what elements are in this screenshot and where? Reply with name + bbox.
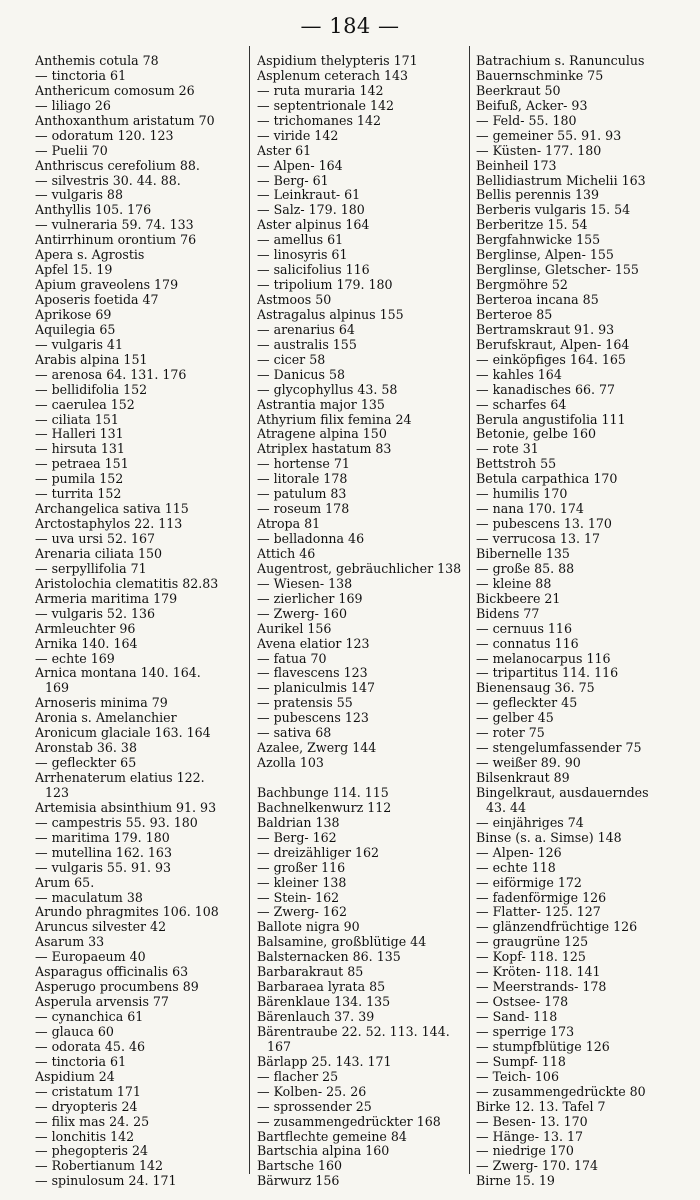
index-entry: — odorata 45. 46: [35, 1038, 145, 1054]
index-entry: — tinctoria 61: [35, 67, 127, 83]
index-entry: — flavescens 123: [257, 665, 368, 681]
index-entry: — Besen- 13. 170: [476, 1113, 588, 1129]
index-entry: Anthoxanthum aristatum 70: [35, 112, 215, 128]
index-entry: — Küsten- 177. 180: [476, 142, 602, 158]
index-entry: — nana 170. 174: [476, 501, 584, 517]
index-entry: 167: [267, 1038, 292, 1054]
index-entry: — vulneraria 59. 74. 133: [35, 217, 194, 233]
index-entry: Anthriscus cerefolium 88.: [35, 157, 200, 173]
index-entry: — Sand- 118: [476, 1009, 558, 1024]
index-entry: Anthyllis 105. 176: [35, 202, 152, 218]
index-entry: — Kopf- 118. 125: [476, 949, 586, 965]
index-entry: — eiförmige 172: [476, 874, 582, 890]
index-entry: — glauca 60: [35, 1023, 114, 1039]
index-entry: Bärentraube 22. 52. 113. 144.: [257, 1023, 450, 1039]
index-entry: Astmoos 50: [257, 292, 332, 307]
index-entry: Aronia s. Amelanchier: [35, 710, 177, 726]
index-entry: — zierlicher 169: [257, 590, 363, 606]
index-entry: Bärenlauch 37. 39: [257, 1009, 375, 1024]
index-entry: Berberis vulgaris 15. 54: [476, 202, 631, 218]
index-entry: Bingelkraut, ausdauerndes: [476, 784, 649, 800]
index-entry: Beerkraut 50: [476, 82, 561, 98]
index-entry: Bachnelkenwurz 112: [257, 799, 392, 815]
index-entry: — rote 31: [476, 441, 539, 457]
index-entry: — petraea 151: [35, 456, 129, 472]
index-entry: — gemeiner 55. 91. 93: [476, 127, 622, 143]
index-entry: Balsternacken 86. 135: [257, 949, 401, 965]
index-entry: — glänzendfrüchtige 126: [476, 919, 638, 935]
index-entry: Aster 61: [257, 142, 312, 158]
index-entry: — einköpfiges 164. 165: [476, 351, 626, 367]
index-entry: Bergfahnwicke 155: [476, 232, 601, 248]
index-column-3: [476, 54, 686, 1189]
index-entry: — spinulosum 24. 171: [35, 1173, 177, 1189]
index-entry: — großer 116: [257, 859, 346, 875]
index-entry: Arctostaphylos 22. 113: [35, 516, 183, 532]
index-entry: — serpyllifolia 71: [35, 560, 147, 576]
index-entry: Anthemis cotula 78: [35, 54, 159, 68]
index-entry: Baldrian 138: [257, 814, 340, 830]
index-entry: Berufskraut, Alpen- 164: [476, 336, 630, 352]
index-entry: Berglinse, Alpen- 155: [476, 247, 614, 263]
index-entry: — vulgaris 88: [35, 187, 123, 203]
index-entry: Aspidium 24: [35, 1068, 115, 1084]
index-entry: Bachbunge 114. 115: [257, 784, 389, 800]
index-entry: — humilis 170: [476, 486, 568, 502]
index-entry: — linosyris 61: [257, 247, 348, 263]
index-entry: — Zwerg- 162: [257, 904, 347, 920]
index-entry: Bilsenkraut 89: [476, 770, 570, 785]
index-entry: — Halleri 131: [35, 426, 124, 442]
index-entry: — cicer 58: [257, 351, 326, 367]
index-entry: Athyrium filix femina 24: [257, 411, 412, 427]
index-entry: Aprikose 69: [35, 306, 112, 322]
index-entry: — lonchitis 142: [35, 1128, 135, 1144]
index-entry: Arum 65.: [35, 874, 95, 890]
index-entry: — liliago 26: [35, 97, 111, 113]
index-entry: — Alpen- 164: [257, 157, 343, 173]
index-entry: — cynanchica 61: [35, 1009, 144, 1024]
index-entry: — viride 142: [257, 127, 339, 143]
index-entry: Bauernschminke 75: [476, 67, 604, 83]
index-entry: Augentrost, gebräuchlicher 138: [257, 560, 462, 576]
index-entry: — Europaeum 40: [35, 949, 146, 965]
index-entry: — Teich- 106: [476, 1068, 559, 1084]
index-entry: Asperugo procumbens 89: [35, 979, 199, 995]
index-entry: Aquilegia 65: [35, 321, 116, 337]
index-entry: Arnika 140. 164: [35, 635, 138, 651]
index-entry: — weißer 89. 90: [476, 755, 581, 771]
index-entry: — bellidifolia 152: [35, 381, 148, 397]
index-entry: — fadenförmige 126: [476, 889, 607, 905]
index-entry: Antirrhinum orontium 76: [35, 232, 197, 248]
index-entry: — sprossender 25: [257, 1098, 372, 1114]
index-entry: — einjähriges 74: [476, 814, 584, 830]
index-entry: Aurikel 156: [257, 620, 332, 636]
index-entry: — gefleckter 65: [35, 755, 137, 771]
index-entry: — cristatum 171: [35, 1083, 141, 1099]
index-entry: Artemisia absinthium 91. 93: [35, 799, 217, 815]
index-entry: Bibernelle 135: [476, 545, 570, 561]
index-entry: Arabis alpina 151: [35, 351, 148, 367]
index-entry: Asplenum ceterach 143: [257, 67, 409, 83]
index-entry: Atriplex hastatum 83: [257, 441, 392, 457]
index-entry: — trichomanes 142: [257, 112, 381, 128]
index-entry: — zusammengedrückter 168: [257, 1113, 441, 1129]
index-entry: — echte 118: [476, 859, 556, 875]
index-entry: — tripartitus 114. 116: [476, 665, 619, 681]
index-entry: — connatus 116: [476, 635, 579, 651]
index-entry: — echte 169: [35, 650, 115, 666]
index-entry: Apfel 15. 19: [35, 262, 113, 278]
index-entry: 43. 44: [486, 799, 527, 815]
index-entry: — litorale 178: [257, 471, 348, 487]
index-entry: — fatua 70: [257, 650, 327, 666]
column-divider-1: [249, 46, 250, 1174]
index-entry: Anthericum comosum 26: [35, 82, 195, 98]
index-entry: — graugrüne 125: [476, 934, 589, 950]
index-entry: Berula angustifolia 111: [476, 411, 626, 427]
index-entry: Arundo phragmites 106. 108: [35, 904, 219, 920]
index-entry: Arnica montana 140. 164.: [35, 665, 201, 681]
index-column-1: [35, 54, 247, 1189]
index-entry: — Flatter- 125. 127: [476, 904, 601, 920]
index-entry: Avena elatior 123: [257, 635, 370, 651]
index-entry: — salicifolius 116: [257, 262, 370, 278]
index-entry: Apera s. Agrostis: [35, 247, 145, 263]
index-entry: Bellis perennis 139: [476, 187, 599, 203]
index-entry: — hirsuta 131: [35, 441, 125, 457]
index-entry: — Wiesen- 138: [257, 575, 353, 591]
index-entry: — amellus 61: [257, 232, 344, 248]
index-entry: — ciliata 151: [35, 411, 119, 427]
index-entry: Berteroa incana 85: [476, 292, 599, 307]
index-entry: Bartflechte gemeine 84: [257, 1128, 407, 1144]
index-entry: — kanadisches 66. 77: [476, 381, 616, 397]
index-entry: — stengelumfassender 75: [476, 740, 642, 756]
index-entry: — Sumpf- 118: [476, 1053, 566, 1069]
index-entry: — uva ursi 52. 167: [35, 531, 156, 546]
index-entry: — dreizähliger 162: [257, 844, 380, 860]
page-number: — 184 —: [300, 14, 400, 38]
index-entry: Bärlapp 25. 143. 171: [257, 1053, 392, 1069]
index-entry: Azalee, Zwerg 144: [257, 740, 377, 756]
index-entry: — patulum 83: [257, 486, 347, 502]
index-entry: Arnoseris minima 79: [35, 695, 168, 711]
index-entry: 123: [45, 784, 70, 800]
index-entry: Asarum 33: [35, 934, 105, 950]
index-entry: — tinctoria 61: [35, 1053, 127, 1069]
index-entry: — kleine 88: [476, 575, 552, 591]
index-entry: — Ostsee- 178: [476, 994, 569, 1010]
index-entry: Asparagus officinalis 63: [35, 964, 189, 980]
index-entry: Bettstroh 55: [476, 456, 557, 472]
index-entry: — maculatum 38: [35, 889, 143, 905]
index-entry: — tripolium 179. 180: [257, 277, 393, 293]
index-entry: Bärenklaue 134. 135: [257, 994, 391, 1010]
index-entry: — cernuus 116: [476, 620, 572, 636]
index-entry: Arrhenaterum elatius 122.: [35, 770, 205, 785]
index-entry: — roter 75: [476, 725, 545, 741]
index-entry: — phegopteris 24: [35, 1143, 148, 1159]
index-entry: — Alpen- 126: [476, 844, 562, 860]
index-column-2: [257, 54, 463, 1189]
index-entry: — arenosa 64. 131. 176: [35, 366, 187, 382]
index-entry: — Leinkraut- 61: [257, 187, 361, 203]
index-entry: Barbarakraut 85: [257, 964, 364, 980]
index-entry: Binse (s. a. Simse) 148: [476, 829, 622, 845]
index-entry: — Stein- 162: [257, 889, 340, 905]
index-entry: — Zwerg- 170. 174: [476, 1158, 599, 1174]
index-entry: — sperrige 173: [476, 1023, 575, 1039]
index-entry: Betonie, gelbe 160: [476, 426, 597, 442]
index-entry: — kahles 164: [476, 366, 562, 382]
index-entry: — filix mas 24. 25: [35, 1113, 150, 1129]
index-entry: — ruta muraria 142: [257, 82, 384, 98]
index-entry: Bärwurz 156: [257, 1173, 340, 1189]
index-entry: — septentrionale 142: [257, 97, 395, 113]
index-entry: Atropa 81: [257, 516, 321, 532]
index-entry: Bidens 77: [476, 605, 540, 621]
index-entry: Bergmöhre 52: [476, 277, 568, 293]
index-entry: Berberitze 15. 54: [476, 217, 588, 233]
index-entry: Betula carpathica 170: [476, 471, 618, 487]
index-entry: — campestris 55. 93. 180: [35, 814, 198, 830]
index-entry: 169: [45, 680, 70, 696]
index-entry: — Hänge- 13. 17: [476, 1128, 584, 1144]
index-entry: — hortense 71: [257, 456, 350, 472]
index-entry: — pratensis 55: [257, 695, 353, 711]
index-entry: Archangelica sativa 115: [35, 501, 189, 517]
index-entry: Armleuchter 96: [35, 620, 136, 636]
index-entry: Bellidiastrum Michelii 163: [476, 172, 646, 188]
index-entry: Bartsche 160: [257, 1158, 342, 1174]
index-entry: — kleiner 138: [257, 874, 347, 890]
index-entry: Balsamine, großblütige 44: [257, 934, 427, 950]
index-entry: Aronicum glaciale 163. 164: [35, 725, 211, 741]
index-entry: — planiculmis 147: [257, 680, 375, 696]
index-entry: — glycophyllus 43. 58: [257, 381, 398, 397]
index-entry: — melanocarpus 116: [476, 650, 611, 666]
index-entry: Batrachium s. Ranunculus: [476, 54, 645, 68]
index-entry: Bertramskraut 91. 93: [476, 321, 615, 337]
index-entry: Astragalus alpinus 155: [257, 306, 404, 322]
index-entry: — Feld- 55. 180: [476, 112, 577, 128]
index-entry: Berglinse, Gletscher- 155: [476, 262, 639, 278]
index-entry: Armeria maritima 179: [35, 590, 178, 606]
index-entry: Birke 12. 13. Tafel 7: [476, 1098, 606, 1114]
index-entry: Bickbeere 21: [476, 590, 561, 606]
index-entry: [257, 771, 463, 786]
index-entry: Barbaraea lyrata 85: [257, 979, 386, 995]
index-entry: — australis 155: [257, 336, 357, 352]
index-entry: Bartschia alpina 160: [257, 1143, 390, 1159]
index-entry: — verrucosa 13. 17: [476, 531, 600, 546]
index-entry: — vulgaris 52. 136: [35, 605, 156, 621]
index-entry: — gefleckter 45: [476, 695, 578, 711]
index-entry: Astrantia major 135: [257, 396, 385, 412]
index-entry: — belladonna 46: [257, 531, 365, 546]
index-entry: Aposeris foetida 47: [35, 292, 159, 307]
index-entry: Apium graveolens 179: [35, 277, 179, 293]
index-entry: — scharfes 64: [476, 396, 567, 412]
index-entry: — Kröten- 118. 141: [476, 964, 601, 980]
index-entry: — Zwerg- 160: [257, 605, 347, 621]
index-entry: — Meerstrands- 178: [476, 979, 607, 995]
index-entry: — mutellina 162. 163: [35, 844, 172, 860]
index-entry: Berteroe 85: [476, 306, 553, 322]
index-entry: Aspidium thelypteris 171: [257, 54, 418, 68]
index-entry: — Puelii 70: [35, 142, 108, 158]
index-entry: Aronstab 36. 38: [35, 740, 137, 756]
index-entry: — caerulea 152: [35, 396, 135, 412]
index-entry: — niedrige 170: [476, 1143, 574, 1159]
index-entry: — Berg- 61: [257, 172, 329, 188]
column-divider-2: [469, 46, 470, 1174]
index-entry: — turrita 152: [35, 486, 122, 502]
index-entry: — silvestris 30. 44. 88.: [35, 172, 181, 188]
index-entry: Aristolochia clematitis 82.83: [35, 575, 219, 591]
index-entry: — gelber 45: [476, 710, 554, 726]
index-entry: — Salz- 179. 180: [257, 202, 365, 218]
index-entry: — vulgaris 55. 91. 93: [35, 859, 172, 875]
index-entry: — Berg- 162: [257, 829, 337, 845]
index-entry: — Kolben- 25. 26: [257, 1083, 367, 1099]
index-entry: — Danicus 58: [257, 366, 345, 382]
index-entry: — dryopteris 24: [35, 1098, 138, 1114]
index-entry: — maritima 179. 180: [35, 829, 170, 845]
index-entry: — Robertianum 142: [35, 1158, 163, 1174]
index-entry: Arenaria ciliata 150: [35, 545, 163, 561]
index-entry: Attich 46: [257, 545, 316, 561]
index-entry: — große 85. 88: [476, 560, 575, 576]
index-entry: — zusammengedrückte 80: [476, 1083, 646, 1099]
index-entry: — odoratum 120. 123: [35, 127, 174, 143]
index-entry: — pumila 152: [35, 471, 124, 487]
index-entry: — roseum 178: [257, 501, 350, 517]
index-entry: Asperula arvensis 77: [35, 994, 169, 1010]
index-entry: — vulgaris 41: [35, 336, 123, 352]
index-entry: — sativa 68: [257, 725, 332, 741]
index-entry: Beinheil 173: [476, 157, 557, 173]
index-entry: Bienensaug 36. 75: [476, 680, 595, 696]
index-entry: Beifuß, Acker- 93: [476, 97, 588, 113]
index-entry: — arenarius 64: [257, 321, 355, 337]
index-entry: — flacher 25: [257, 1068, 339, 1084]
index-entry: — stumpfblütige 126: [476, 1038, 610, 1054]
index-entry: Ballote nigra 90: [257, 919, 360, 935]
index-entry: — pubescens 13. 170: [476, 516, 612, 532]
index-entry: Azolla 103: [257, 755, 324, 771]
index-entry: Aster alpinus 164: [257, 217, 370, 233]
index-entry: Atragene alpina 150: [257, 426, 387, 442]
index-entry: Birne 15. 19: [476, 1173, 555, 1189]
index-entry: — pubescens 123: [257, 710, 369, 726]
index-entry: Aruncus silvester 42: [35, 919, 167, 935]
